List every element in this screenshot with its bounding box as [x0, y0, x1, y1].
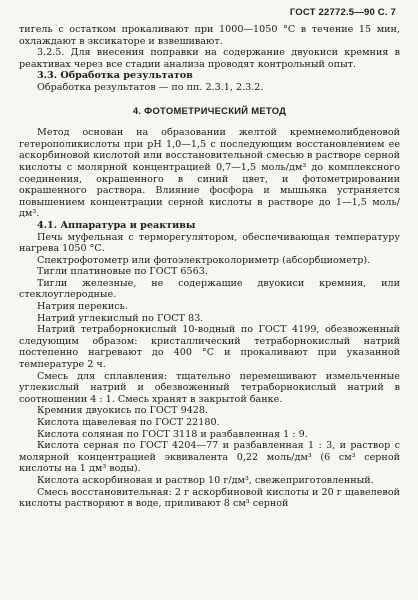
spacer	[19, 116, 400, 127]
subsection-title: 4.1. Аппаратура и реактивы	[37, 219, 196, 231]
paragraph: Смесь восстановительная: 2 г аскорбиновой кислоты и 20 г щавелевой кислоты растворяют в воде, приливают 8 см³ серной	[19, 486, 400, 510]
section-title: 4. ФОТОМЕТРИЧЕСКИЙ МЕТОД	[132, 104, 287, 116]
paragraph: Кислота щавелевая по ГОСТ 22180.	[37, 417, 220, 428]
paragraph: Натрий углекислый по ГОСТ 83.	[37, 312, 204, 324]
paragraph: Тигли платиновые по ГОСТ 6563.	[37, 266, 208, 278]
paragraph: Натрий тетраборнокислый 10-водный по ГОСТ 4199, обезвоженный следующим образом: кристаллический тетраборнокислый натрий постепенно нагревают до 400 °С и прокаливают при указанной температуре 2 ч.	[19, 324, 400, 371]
paragraph: Спектрофотометр или фотоэлектроколориметр (абсорбциометр).	[37, 254, 371, 266]
subsection-title: 3.3. Обработка результатов	[37, 70, 193, 82]
paragraph: Печь муфельная с терморегулятором, обеспечивающая температуру нагрева 1050 °С.	[19, 231, 400, 255]
spacer	[19, 94, 400, 105]
paragraph: Кислота соляная по ГОСТ 3118 и разбавленная 1 : 9.	[37, 428, 308, 440]
paragraph: Натрия перекись.	[37, 301, 128, 313]
paragraph: тигель с остатком прокаливают при 1000—1050 °С в течение 15 мин, охлаждают в эксикаторе и взвешивают.	[19, 24, 400, 47]
paragraph: Кислота аскорбиновая и раствор 10 г/дм³, свежеприготовленный.	[37, 474, 374, 486]
document-body	[19, 24, 400, 510]
page-header: ГОСТ 22772.5—90 С. 7	[289, 7, 396, 18]
paragraph: Кислота серная по ГОСТ 4204—77 и разбавленная 1 : 3, и раствор с молярной концентрацией эквивалента 0,22 моль/дм³ (6 см³ серной кислоты на 1 дм³ воды).	[19, 440, 400, 475]
paragraph: 3.2.5. Для внесения поправки на содержание двуокиси кремния в реактивах через все стадии анализа проводят контрольный опыт.	[19, 47, 400, 70]
paragraph: Смесь для сплавления: тщательно перемешивают измельченные углекислый натрий и обезвоженный тетраборнокислый натрий в соотношении 4 : 1. Смесь хранят в закрытой банке.	[19, 370, 400, 405]
paragraph: Кремния двуокись по ГОСТ 9428.	[37, 405, 209, 417]
paragraph: Метод основан на образовании желтой кремнемолибденовой гетерополикислоты при pH 1,0—1,5 с последующим восстановлением ее аскорбиновой кислотой или восстановительной смесью в растворе серной кислоты с молярной концентрацией 0,7—1,5 моль/дм³ до комплексного соединения, окрашенного в синий цвет, и фотометрировании окрашенного раствора. Влияние фосфора и мышьяка устраняется повышением концентрации серной кислоты в растворе до 1—1,5 моль/дм³.	[19, 127, 400, 220]
paragraph: Тигли железные, не содержащие двуокиси кремния, или стеклоуглеродные.	[19, 277, 400, 301]
paragraph: Обработка результатов — по пп. 2.3.1, 2.3.2.	[37, 81, 264, 93]
